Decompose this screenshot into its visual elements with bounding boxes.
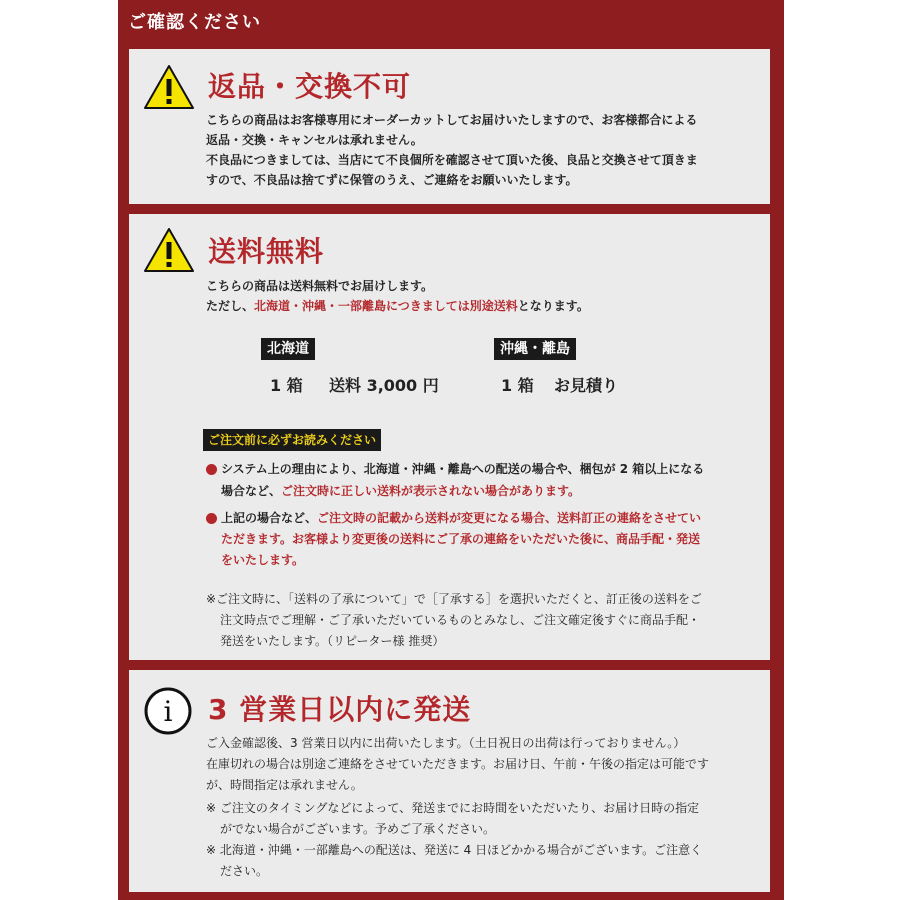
text-line: 場合など、ご注文時に正しい送料が表示されない場合があります。 [221, 484, 581, 498]
bullet-dot [206, 513, 217, 524]
text-line: 在庫切れの場合は別途ご連絡をさせていただきます。お届け日、午前・午後の指定は可能です [206, 757, 710, 771]
header-bar [118, 0, 784, 42]
text-line: がでない場合がございます。予めご了承ください。 [220, 822, 496, 836]
notice-label: ご注文前に必ずお読みください [203, 429, 381, 451]
text-line: ただきます。お客様より変更後の送料にご了承の連絡をいただいた後に、商品手配・発送 [221, 532, 701, 546]
text-line: ただし、北海道・沖縄・一部離島につきましては別途送料となります。 [206, 299, 589, 313]
text-line: こちらの商品は送料無料でお届けします。 [206, 279, 434, 293]
text-line: すので、不良品は捨てずに保管のうえ、ご連絡をお願いいたします。 [206, 173, 578, 187]
text-line: が、時間指定は承れません。 [206, 778, 363, 792]
text-line: こちらの商品はお客様専用にオーダーカットしてお届けいたしますので、お客様都合による [206, 113, 698, 127]
region-price-hokkaido: 送料 3,000 円 [329, 376, 439, 395]
no-return-panel [129, 49, 770, 204]
page-title: ご確認ください [128, 12, 261, 33]
text-line: 不良品につきましては、当店にて不良個所を確認させて頂いた後、良品と交換させて頂きま [206, 153, 698, 167]
section-title-free-shipping: 送料無料 [208, 235, 325, 268]
section-title-no-return: 返品・交換不可 [208, 70, 412, 103]
info-icon [143, 686, 193, 736]
section-title-shipping-time: 3 営業日以内に発送 [208, 693, 472, 726]
text-line: をいたします。 [221, 553, 305, 567]
text-line: ※ ご注文のタイミングなどによって、発送までにお時間をいただいたり、お届け日時の指定 [206, 801, 700, 815]
info-icon-glyph: i [163, 695, 173, 728]
warning-icon [143, 226, 195, 274]
text-line: ※ 北海道・沖縄・一部離島への配送は、発送に 4 日ほどかかる場合がございます。ご注意く [206, 843, 703, 857]
region-tag-okinawa: 沖縄・離島 [494, 338, 576, 360]
text-line: ださい。 [220, 864, 269, 878]
text-line: 注文時点でご理解・ご了承いただいているものとみなし、ご注文確定後すぐに商品手配・ [220, 613, 701, 627]
text-line: 返品・交換・キャンセルは承れません。 [206, 133, 423, 147]
region-qty-hokkaido: 1 箱 [270, 376, 303, 395]
bullet-dot [206, 464, 217, 475]
region-tag-hokkaido: 北海道 [261, 338, 315, 360]
warning-icon [143, 63, 195, 111]
region-price-okinawa: お見積り [554, 376, 619, 395]
text-line: ※ご注文時に、「送料の了承について」で［了承する］を選択いただくと、訂正後の送料をご [206, 592, 702, 606]
text-line: ご入金確認後、3 営業日以内に出荷いたします。（土日祝日の出荷は行っておりません。） [206, 736, 686, 750]
text-line: 発送をいたします。（リピーター様 推奨） [220, 634, 445, 648]
text-line: システム上の理由により、北海道・沖縄・離島への配送の場合や、梱包が 2 箱以上になる [221, 462, 705, 476]
region-qty-okinawa: 1 箱 [501, 376, 534, 395]
free-shipping-panel [129, 214, 770, 660]
shipping-time-panel [129, 670, 770, 892]
text-line: 上記の場合など、ご注文時の記載から送料が変更になる場合、送料訂正の連絡をさせてい [221, 511, 702, 525]
